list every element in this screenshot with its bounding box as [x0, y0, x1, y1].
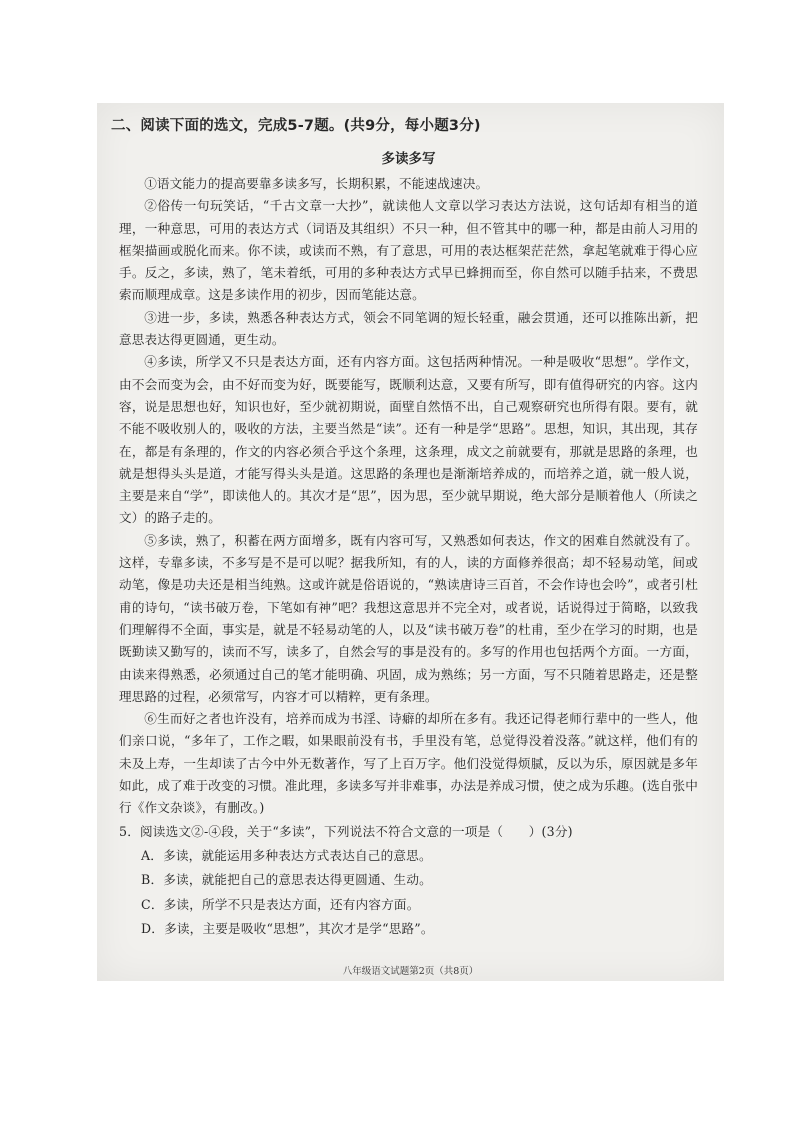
paragraph-1: ①语文能力的提高要靠多读多写，长期积累，不能速战速决。	[144, 176, 489, 191]
article-title: 多读多写	[381, 151, 436, 167]
section-title: 二、阅读下面的选文，完成5-7题。(共9分，每小题3分)	[111, 118, 481, 134]
option-b: B．多读，就能把自己的意思表达得更圆通、生动。	[141, 872, 432, 888]
option-d: D．多读，主要是吸收“思想”，其次才是学“思路”。	[141, 921, 434, 937]
paragraph-4: ④多读，所学又不只是表达方面，还有内容方面。这包括两种情况。一种是吸收“思想”。学作文，由不会而变为会，由不好而变为好，既要能写，既顺利达意，又要有所写，即有值得研究的内容。这内容，说是思想也好，知识也好，至少就初期说，面壁自然悟不出，自己观察研究也所得有限。要有，就不能不吸收别人的，吸收的方法，主要当然是“读”。还有一种是学“思路”。思想，知识，其出现，其存在，都是有条理的，作文的内容必须合乎这个条理，这条理，成文之前就要有，那就是思路的条理，也就是想得头头是道，才能写得头头是道。这思路的条理也是渐渐培养成的，而培养之道，就一般人说，主要是来自“学”，即读他人的。其次才是“思”，因为思，至少就早期说，绝大部分是顺着他人（所读之文）的路子走的。	[119, 354, 698, 526]
answer-options	[119, 844, 698, 942]
paragraph-5: ⑤多读，熟了，积蓄在两方面增多，既有内容可写，又熟悉如何表达，作文的困难自然就没有了。这样，专靠多读，不多写是不是可以呢？据我所知，有的人，读的方面修养很高；却不轻易动笔，间或动笔，像是功夫还是相当纯熟。这或许就是俗语说的，“熟读唐诗三百首，不会作诗也会吟”，或者引杜甫的诗句，“读书破万卷，下笔如有神”吧？我想这意思并不完全对，或者说，话说得过于简略，以致我们理解得不全面，事实是，就是不轻易动笔的人，以及“读书破万卷”的杜甫，至少在学习的时期，也是既勤读又勤写的，读而不写，读多了，自然会写的事是没有的。多写的作用也包括两个方面。一方面，由读来得熟悉，必须通过自己的笔才能明确、巩固，成为熟练；另一方面，写不只随着思路走，还是整理思路的过程，必须常写，内容才可以精粹，更有条理。	[119, 532, 698, 704]
paragraph-6: ⑥生而好之者也许没有，培养而成为书淫、诗癖的却所在多有。我还记得老师行辈中的一些人，他们亲口说，“多年了，工作之暇，如果眼前没有书，手里没有笔，总觉得没着没落。”就这样，他们有的未及上寿，一生却读了古今中外无数著作，写了上百万字。他们没觉得烦腻，反以为乐，原因就是多年如此，成了难于改变的习惯。准此理，多读多写并非难事，办法是养成习惯，使之成为乐趣。(选自张中行《作文杂谈》，有删改。)	[119, 711, 698, 816]
question-stem: 5．阅读选文②-④段，关于“多读”，下列说法不符合文意的一项是（ ）(3分)	[119, 823, 573, 839]
exam-page	[97, 103, 724, 981]
option-a: A．多读，就能运用多种表达方式表达自己的意思。	[141, 847, 432, 863]
paragraph-2: ②俗传一句玩笑话，“千古文章一大抄”，就读他人文章以学习表达方法说，这句话却有相当的道理，一种意思，可用的表达方式（词语及其组织）不只一种，但不管其中的哪一种，都是由前人习用的框架描画或脱化而来。你不读，或读而不熟，有了意思，可用的表达框架茫茫然，拿起笔就难于得心应手。反之，多读，熟了，笔未着纸，可用的多种表达方式早已蜂拥而至，你自然可以随手拈来，不费思索而顺理成章。这是多读作用的初步，因而笔能达意。	[119, 198, 698, 303]
option-c: C．多读，所学不只是表达方面，还有内容方面。	[141, 896, 420, 912]
paragraph-3: ③进一步，多读，熟悉各种表达方式，领会不同笔调的短长轻重，融会贯通，还可以推陈出新，把意思表达得更圆通，更生动。	[119, 309, 698, 348]
page-footer: 八年级语文试题第2页（共8页）	[342, 966, 479, 977]
